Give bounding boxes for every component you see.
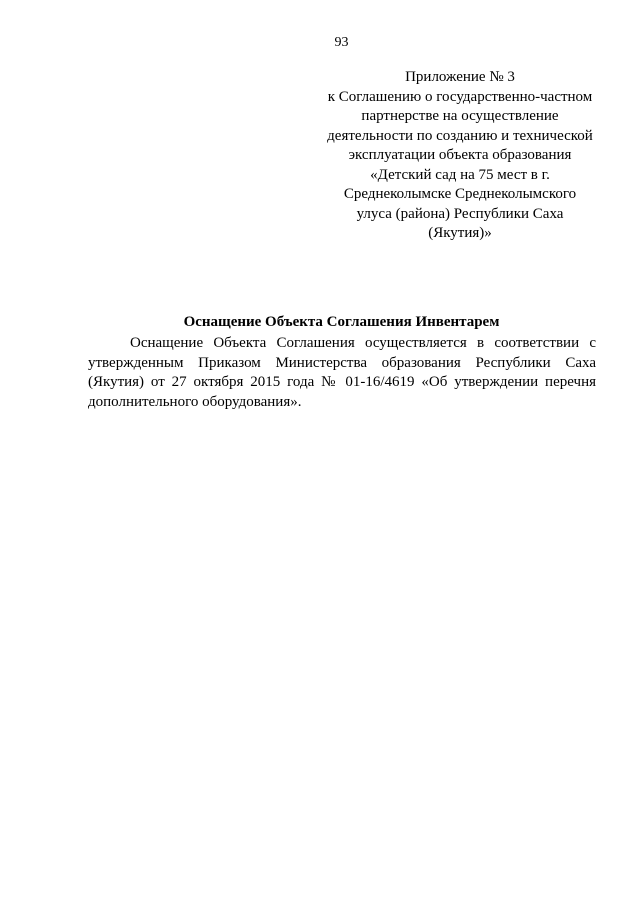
body-paragraph (88, 334, 596, 412)
appendix-line: к Соглашению о государственно-частном (327, 88, 593, 105)
appendix-line: улуса (района) Республики Саха (356, 205, 564, 222)
section-title: Оснащение Объекта Соглашения Инвентарем (183, 314, 500, 330)
appendix-line: (Якутия)» (428, 225, 492, 241)
appendix-header (305, 68, 615, 244)
appendix-line: Среднеколымске Среднеколымского (343, 186, 577, 202)
paragraph-line: дополнительного оборудования». (88, 393, 302, 410)
appendix-line: Приложение № 3 (405, 69, 515, 85)
paragraph-line: утвержденным Приказом Министерства образования Республики Саха (88, 354, 596, 371)
page-number: 93 (334, 35, 349, 50)
appendix-line: деятельности по созданию и технической (327, 127, 593, 144)
paragraph-line: (Якутия) от 27 октября 2015 года № 01-16/4619 «Об утверждении перечня (88, 374, 596, 390)
appendix-line: эксплуатации объекта образования (348, 147, 572, 163)
paragraph-line: Оснащение Объекта Соглашения осуществляется в соответствии с (130, 335, 596, 351)
appendix-line: «Детский сад на 75 мест в г. (370, 166, 550, 183)
appendix-line: партнерстве на осуществление (361, 108, 559, 124)
